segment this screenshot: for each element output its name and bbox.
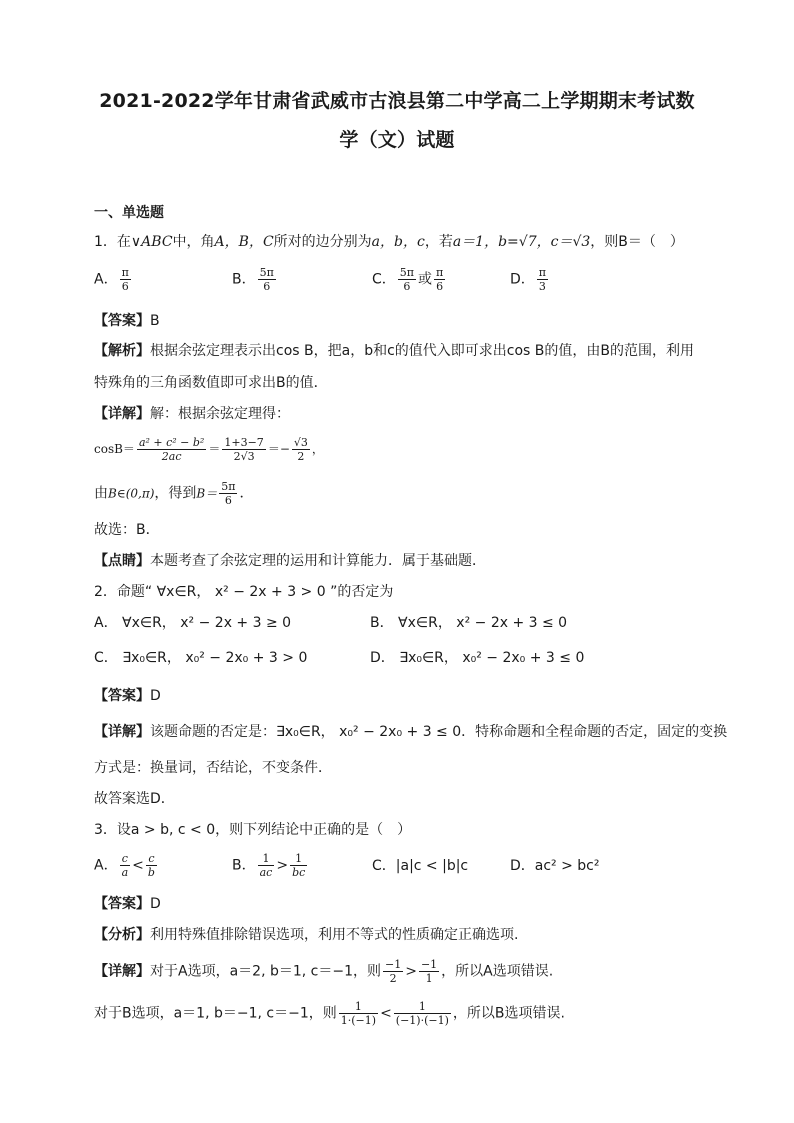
q3-option-c: C．|a|c < |b|c (372, 858, 469, 874)
q1-option-c: C． $\frac{5\pi}{6}$ 或 $\frac{\pi}{6}$ (372, 266, 444, 294)
q1-option-d: D． $\frac{\pi}{3}$ (510, 266, 547, 294)
q2-stem: 2．命题“ ∀x∈R， x² − 2x + 3 > 0 ”的否定为 (94, 584, 394, 600)
q1-conclusion: 故选：B． (94, 522, 160, 538)
q3-detail-line1: 【详解】对于A选项，a＝2, b＝1, c＝−1，则 $\frac{-1}{2}$ > $\frac{-1}{1}$ ，所以A选项错误. (94, 958, 554, 986)
doc-title-line1: 2021-2022学年甘肃省武威市古浪县第二中学高二上学期期末考试数 (99, 90, 695, 112)
q3-option-a: A． $\frac{c}{a}$ < $\frac{c}{b}$ (94, 852, 155, 880)
q3-analysis: 【分析】利用特殊值排除错误选项，利用不等式的性质确定正确选项. (94, 927, 519, 943)
q3-answer: 【答案】D (94, 896, 161, 912)
q2-detail-line1: 【详解】该题命题的否定是：∃x₀∈R， x₀² − 2x₀ + 3 ≤ 0．特称命题和全程命题的否定，固定的变换 (94, 724, 728, 740)
q1-detail-line1: 【详解】解：根据余弦定理得： (94, 406, 290, 422)
q1-option-b: B． $\frac{5\pi}{6}$ (232, 266, 274, 294)
q3-stem: 3．设a > b, c < 0，则下列结论中正确的是（ ） (94, 822, 412, 838)
q1-comment: 【点睛】本题考查了余弦定理的运用和计算能力．属于基础题． (94, 553, 486, 569)
q1-answer: 【答案】B (94, 313, 160, 329)
doc-title-line2: 学（文）试题 (339, 129, 455, 151)
q3-detail-line2: 对于B选项，a＝1, b＝−1, c＝−1，则 $\frac{1}{1\cdot(-1)}$ < $\frac{1}{(-1)\cdot(-1)}$ ，所以B选项错误. (94, 1000, 565, 1028)
q2-option-a: A． ∀x∈R， x² − 2x + 3 ≥ 0 (94, 615, 292, 631)
q1-analysis-line1: 【解析】根据余弦定理表示出cos B，把a，b和c的值代入即可求出cos B的值，由B的范围，利用 (94, 343, 694, 359)
q3-option-b: B． $\frac{1}{ac}$ > $\frac{1}{bc}$ (232, 852, 306, 880)
section-heading: 一、单选题 (94, 205, 164, 221)
q1-detail-formula: cosB＝ $\frac{\text{a² + c² − b²}}{2ac}$ ＝ $\frac{1+3-7}{2√3}$ ＝− $\frac{√3}{2}$ ， (94, 436, 324, 464)
q2-option-b: B． ∀x∈R， x² − 2x + 3 ≤ 0 (370, 615, 568, 631)
q1-option-a: A． $\frac{\pi}{6}$ (94, 266, 129, 294)
q3-option-d: D．ac² > bc² (510, 858, 600, 874)
q1-stem: 1．在∨ABC中，角A，B，C所对的边分别为a，b，c，若a＝1，b=√7，c＝√3，则B＝（ ） (94, 234, 684, 250)
q2-conclusion: 故答案选D． (94, 791, 175, 807)
q2-answer: 【答案】D (94, 688, 161, 704)
q2-option-c: C． ∃x₀∈R， x₀² − 2x₀ + 3 > 0 (94, 650, 308, 666)
q1-detail-line3: 由B∈(0,π)，得到B＝ $\frac{5\pi}{6}$ ． (94, 480, 254, 508)
q1-analysis-line2: 特殊角的三角函数值即可求出B的值． (94, 375, 328, 391)
q2-option-d: D． ∃x₀∈R， x₀² − 2x₀ + 3 ≤ 0 (370, 650, 585, 666)
q2-detail-line2: 方式是：换量词，否结论，不变条件． (94, 760, 332, 776)
